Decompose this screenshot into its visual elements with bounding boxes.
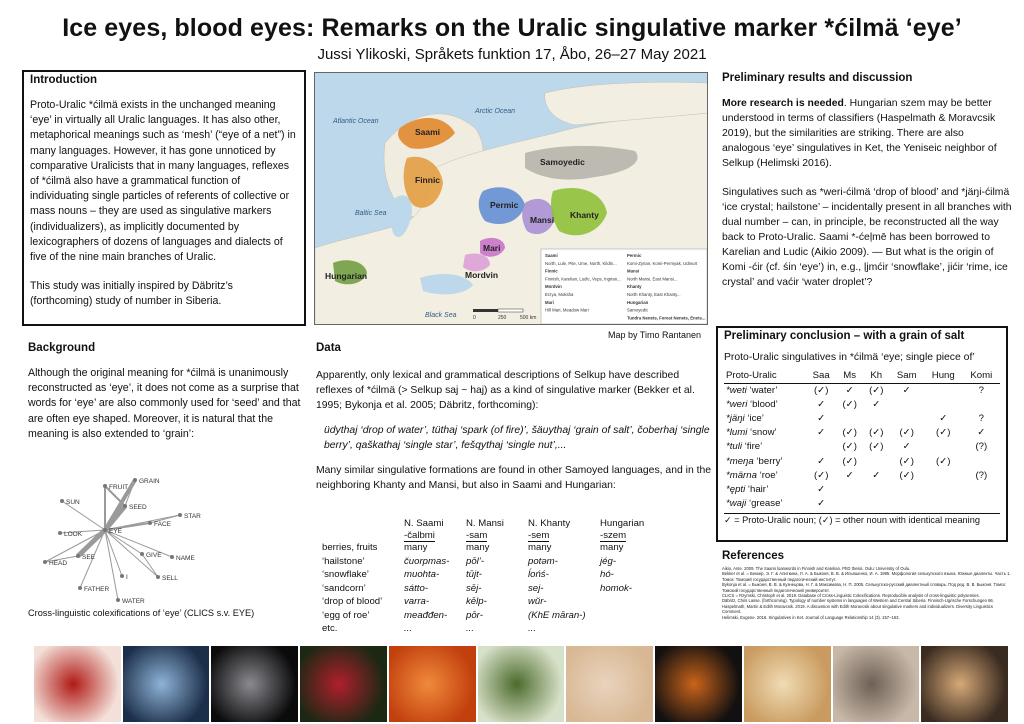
label-hungarian: Hungarian bbox=[325, 271, 368, 281]
network-node bbox=[43, 560, 47, 564]
forms-table-gloss: ‘hailstone’ bbox=[322, 555, 365, 567]
forms-table-row bbox=[322, 583, 660, 597]
conclusion-cell: (✓) bbox=[869, 384, 884, 396]
conclusion-cell: ✓ bbox=[817, 498, 826, 510]
conclusion-form bbox=[724, 383, 806, 397]
reference-item: Haspelmath, Martin & Edith Moravcsik. 2019. A discussion with Edith Moravcsik about singulative markers and individualizers. Diversity Linguistics Comment. bbox=[722, 603, 993, 615]
conclusion-cell bbox=[924, 440, 963, 454]
conclusion-cell bbox=[836, 497, 863, 511]
forms-table-cell: wŭr- bbox=[528, 596, 547, 607]
conclusion-cell: ? bbox=[978, 412, 984, 424]
forms-table-cell: meađđen- bbox=[404, 609, 448, 621]
conclusion-cell bbox=[836, 482, 863, 496]
protoform-gloss: ‘roe’ bbox=[759, 469, 778, 481]
forms-table-row bbox=[322, 610, 660, 624]
forms-table-cell: ĺońś- bbox=[528, 569, 549, 580]
forms-table-cell: sátto- bbox=[404, 582, 428, 594]
conclusion-form bbox=[724, 411, 806, 425]
reference-item: Aikio, Ante. 2009. The Saami loanwords in Finnish and Karelian. PhD thesis. Oulu: University of Oulu. bbox=[722, 566, 911, 571]
conclusion-cell: ✓ bbox=[817, 412, 826, 424]
forms-table-gloss: berries, fruits bbox=[322, 542, 378, 553]
protoform: *meŋa bbox=[726, 455, 754, 467]
map-legend-entry: Finnish, Karelian, Ludic, Veps, Ingrian... bbox=[545, 276, 621, 282]
network-node-label: EYE bbox=[109, 528, 123, 535]
sesame-seeds-photo bbox=[744, 646, 831, 722]
protoform: *lumi bbox=[726, 427, 748, 439]
label-black-sea: Black Sea bbox=[425, 312, 457, 319]
conclusion-cell: (✓) bbox=[899, 427, 914, 439]
forms-table-cell bbox=[600, 596, 660, 610]
network-node bbox=[120, 574, 124, 578]
protoform-gloss: ‘fire’ bbox=[744, 441, 763, 453]
forms-table-cell: muohta- bbox=[404, 569, 440, 580]
conclusion-heading: Preliminary conclusion – with a grain of salt bbox=[724, 330, 965, 342]
map-legend-entry: Hungarian bbox=[627, 299, 649, 305]
forms-table-cell: hó- bbox=[600, 569, 614, 580]
map-legend-entry: Khanty bbox=[627, 284, 642, 290]
conclusion-row bbox=[724, 482, 1000, 496]
colexification-network-svg bbox=[30, 468, 230, 608]
label-arctic-ocean: Arctic Ocean bbox=[475, 108, 516, 115]
map-legend-entry: North, Lule, Pite, Ume, North, Kildin... bbox=[545, 260, 617, 266]
forms-table-cell: many bbox=[600, 542, 624, 553]
network-node bbox=[148, 521, 152, 525]
network-node bbox=[58, 531, 62, 535]
water-drop-leaf-photo bbox=[478, 646, 565, 722]
sand-grain-finger-photo bbox=[566, 646, 653, 722]
conclusion-cell bbox=[863, 497, 890, 511]
conclusion-cell: ✓ bbox=[872, 398, 881, 410]
network-node-label: FATHER bbox=[84, 586, 110, 593]
introduction-section bbox=[22, 70, 306, 326]
conclusion-subtitle: Proto-Uralic singulatives in *ćilmä ‘eye; single piece of’ bbox=[724, 352, 975, 363]
conclusion-cell: ✓ bbox=[845, 384, 854, 396]
salt-shaker-photo bbox=[211, 646, 298, 722]
forms-table-row bbox=[322, 556, 660, 570]
conclusion-cell bbox=[863, 482, 890, 496]
forms-table-cell bbox=[600, 623, 660, 637]
forms-table-gloss: ‘egg of roe’ bbox=[322, 609, 370, 621]
network-node-label: SEE bbox=[82, 554, 96, 561]
protoform-gloss: ‘ice’ bbox=[747, 412, 764, 424]
introduction-paragraph-2: This study was initially inspired by Däbritz’s (forthcoming) study of number in Siberia. bbox=[30, 280, 233, 308]
label-finnic: Finnic bbox=[415, 175, 441, 185]
map-legend-entry: Hill Mari, Meadow Mari bbox=[545, 307, 589, 313]
conclusion-cell bbox=[963, 454, 1000, 468]
network-node bbox=[156, 575, 160, 579]
references-heading: References bbox=[722, 550, 785, 562]
map-legend-entry: Saami bbox=[545, 253, 558, 258]
preliminary-results-p1-rest: . Hungarian szem may be better understood in terms of classifiers (Haspelmath & Moravcsik 2019), but the similarities are striking. There are also analogous ‘eye’ singulatives in Ket, the Yeniseic neighbor of Selkup (Helimski 2016). bbox=[722, 98, 997, 169]
map-legend-entry: Mari bbox=[545, 299, 554, 305]
map-legend-entry: North Khanty, East Khanty... bbox=[627, 292, 681, 297]
conclusion-cell bbox=[890, 497, 924, 511]
conclusion-row bbox=[724, 468, 1000, 482]
reference-item: Bykonja et al. = Быконя, В. В. & Кузнецова, Н. Г. & Максимова, Н. П. 2005. Селькупско-русский диалектный словарь. Под ред. В. В. Быконя. Томск: Томский государственный педагогический университет. bbox=[722, 582, 1007, 593]
forms-table-cell: (KhE māran-) bbox=[528, 609, 586, 621]
conclusion-cell: (?) bbox=[975, 441, 988, 453]
conclusion-table bbox=[724, 369, 1000, 511]
network-node-label: SEED bbox=[129, 504, 147, 511]
conclusion-cell bbox=[806, 440, 836, 454]
conclusion-legend: ✓ = Proto-Uralic noun; (✓) = other noun with identical meaning bbox=[724, 513, 1000, 526]
preliminary-results-paragraph-2: Singulatives such as *weri-ćilmä ‘drop of blood’ and *jäŋi-ćilmä ‘ice crystal; hailstone’ – incidentally present in all branches with dual number – can, in principle, be reconstructed all the way back to Proto-Uralic. Saami *-ćeļmē has been borrowed to Karelian and Ludic (Aikio 2009). — But what is the origin of Komi -ćir (cf. śin ‘eye’) in, e.g., ļjmćir ‘snowflake’, jićir ‘rime, ice crystal’ and vaćir ‘water droplet’? bbox=[722, 187, 1012, 288]
conclusion-form bbox=[724, 397, 806, 411]
snowflake-photo bbox=[123, 646, 210, 722]
conclusion-cell: (✓) bbox=[936, 427, 951, 439]
conclusion-cell: (✓) bbox=[842, 441, 857, 453]
conclusion-cell: (✓) bbox=[869, 427, 884, 439]
conclusion-column-header: Hung bbox=[924, 369, 963, 383]
berries-photo bbox=[300, 646, 387, 722]
forms-table-gloss: ‘sandcorn’ bbox=[322, 582, 366, 594]
protoform-gloss: ‘berry’ bbox=[756, 455, 783, 467]
salmon-roe-photo bbox=[389, 646, 476, 722]
data-section bbox=[316, 342, 714, 493]
network-node bbox=[140, 552, 144, 556]
forms-table-cell: many bbox=[528, 542, 552, 553]
conclusion-row bbox=[724, 411, 1000, 425]
forms-table-cell: ... bbox=[528, 623, 536, 634]
col-n-saami: N. Saami -čalbmi bbox=[404, 518, 444, 541]
poster-subtitle: Jussi Ylikoski, Språkets funktion 17, Åbo, 26–27 May 2021 bbox=[317, 46, 707, 63]
conclusion-section bbox=[716, 326, 1008, 542]
conclusion-cell: ✓ bbox=[817, 398, 826, 410]
data-paragraph-2: Many similar singulative formations are found in other Samoyed languages, and in the neighboring Khanty and Mansi, but also in Saami and Hungarian: bbox=[316, 465, 712, 491]
poster-title: Ice eyes, blood eyes: Remarks on the Uralic singulative marker *ćilmä ‘eye’ bbox=[62, 14, 962, 42]
conclusion-column-header: Sam bbox=[890, 369, 924, 383]
selkup-examples bbox=[324, 423, 714, 453]
network-node-label: I bbox=[126, 574, 128, 581]
conclusion-row bbox=[724, 426, 1000, 440]
conclusion-cell bbox=[863, 411, 890, 425]
conclusion-cell bbox=[963, 497, 1000, 511]
forms-table-cell: varra- bbox=[404, 596, 430, 607]
map-legend-entry: Mordvin bbox=[545, 284, 562, 290]
fish-grater-photo bbox=[833, 646, 920, 722]
map-legend-entry: Erzya, Moksha bbox=[545, 292, 574, 297]
forms-table-cell bbox=[600, 610, 660, 624]
forms-table-cell: ... bbox=[404, 623, 412, 634]
introduction-heading: Introduction bbox=[30, 74, 98, 86]
conclusion-column-header: Saa bbox=[806, 369, 836, 383]
protoform: *weri bbox=[726, 398, 748, 410]
conclusion-cell bbox=[863, 454, 890, 468]
reference-item: Bekker et al. = Беккер, Э. Г. & Алиткина, Л. А. & Быконя, В. В. & Ильяшенко, И. А. 1995. Морфология селькупского языка. Южные диалекты. Часть 1. Томск: Томский государственный педагогический институт. bbox=[722, 571, 1011, 582]
map-legend-entry: North Mansi, East Mansi... bbox=[627, 276, 678, 282]
background-section bbox=[28, 342, 304, 442]
conclusion-cell: ✓ bbox=[902, 384, 911, 396]
network-node-label: HEAD bbox=[49, 560, 68, 567]
conclusion-cell: ✓ bbox=[817, 455, 826, 467]
label-khanty: Khanty bbox=[570, 210, 599, 220]
conclusion-cell bbox=[924, 468, 963, 482]
network-node-label: NAME bbox=[176, 555, 195, 562]
network-node-label: GIVE bbox=[146, 552, 162, 559]
col-n-khanty: N. Khanty -sem bbox=[528, 518, 571, 541]
sparks-fire-photo bbox=[655, 646, 742, 722]
conclusion-cell: ✓ bbox=[872, 469, 881, 481]
conclusion-form bbox=[724, 497, 806, 511]
conclusion-cell: ✓ bbox=[817, 427, 826, 439]
forms-table-cell: many bbox=[404, 542, 428, 553]
data-heading: Data bbox=[316, 342, 341, 354]
protoform-gloss: ‘water’ bbox=[749, 384, 778, 396]
conclusion-cell bbox=[924, 383, 963, 397]
network-node-label: GRAIN bbox=[139, 478, 160, 485]
preliminary-results-heading: Preliminary results and discussion bbox=[722, 72, 913, 84]
forms-table-cell: čuorpmas- bbox=[404, 555, 450, 567]
conclusion-cell: ? bbox=[978, 384, 984, 396]
map-scale-label: 0 bbox=[473, 315, 476, 321]
selkup-examples-text: üdythaj ‘drop of water’, tüthaj ‘spark (of fire)’, šäuythaj ‘grain of salt’, čoberhaj ‘single berry’, qaškathaj ‘single star’, fešqythaj ‘single nut’,... bbox=[324, 425, 710, 451]
network-node bbox=[78, 586, 82, 590]
references-section bbox=[722, 550, 1012, 620]
conclusion-row bbox=[724, 383, 1000, 397]
forms-table-cell: sēj- bbox=[466, 582, 482, 594]
forms-table-gloss: ‘snowflake’ bbox=[322, 569, 369, 580]
preliminary-results-section bbox=[722, 72, 1012, 304]
reference-item: Helimski, Eugene. 2016. Singulatives in Ket. Journal of Language Relationship 14 (3). 157–163. bbox=[722, 614, 900, 620]
map-legend-entry: Komi-Zyrian, Komi-Permyak, Udmurt bbox=[627, 260, 698, 266]
conclusion-cell: ✓ bbox=[902, 441, 911, 453]
conclusion-cell bbox=[924, 497, 963, 511]
seed-fingers-photo bbox=[921, 646, 1008, 722]
protoform-gloss: ‘grease’ bbox=[748, 498, 783, 510]
conclusion-form bbox=[724, 440, 806, 454]
network-node bbox=[103, 528, 107, 532]
label-permic: Permic bbox=[490, 200, 519, 210]
conclusion-cell bbox=[890, 482, 924, 496]
forms-table-cell: pōl’- bbox=[466, 555, 485, 567]
protoform: *weti bbox=[726, 384, 747, 396]
conclusion-cell bbox=[924, 482, 963, 496]
forms-table-cell: tūjt- bbox=[466, 569, 482, 580]
conclusion-cell: (✓) bbox=[842, 427, 857, 439]
conclusion-cell: (✓) bbox=[899, 455, 914, 467]
photo-strip bbox=[34, 646, 1008, 722]
forms-table-row bbox=[322, 542, 660, 556]
map-scale-label: 500 km bbox=[520, 315, 537, 321]
forms-table-cell: ... bbox=[466, 623, 474, 634]
label-mari: Mari bbox=[483, 243, 501, 253]
forms-table-cell: many bbox=[466, 542, 490, 553]
blood-drop-photo bbox=[34, 646, 121, 722]
conclusion-cell bbox=[890, 411, 924, 425]
conclusion-form bbox=[724, 482, 806, 496]
forms-table-row bbox=[322, 569, 660, 583]
forms-table-cell: potǝm- bbox=[528, 555, 558, 567]
protoform-gloss: ‘blood’ bbox=[750, 398, 778, 410]
forms-table-row bbox=[322, 623, 660, 637]
protoform: *jäŋi bbox=[726, 412, 745, 424]
conclusion-form bbox=[724, 468, 806, 482]
reference-item: Däbritz, Chris Lasse. (forthcoming). Typology of number systems in languages of Western and Central Siberia. Finnisch-Ugrische Forschungen 66. bbox=[722, 598, 994, 604]
network-node bbox=[170, 555, 174, 559]
network-node-label: LOOK bbox=[64, 531, 83, 538]
network-node-label: FRUIT bbox=[109, 484, 129, 491]
protoform-gloss: ‘hair’ bbox=[747, 483, 769, 495]
network-node bbox=[116, 598, 120, 602]
forms-table-gloss: etc. bbox=[322, 623, 338, 634]
col-hungarian: Hungarian -szem bbox=[600, 518, 645, 541]
protoform: *waji bbox=[726, 498, 747, 510]
protoform-gloss: ‘snow’ bbox=[750, 427, 777, 439]
conclusion-cell: (✓) bbox=[842, 398, 857, 410]
colexification-network bbox=[30, 468, 230, 608]
network-node bbox=[76, 554, 80, 558]
conclusion-column-header: Komi bbox=[963, 369, 1000, 383]
conclusion-cell: ✓ bbox=[817, 483, 826, 495]
conclusion-row bbox=[724, 397, 1000, 411]
conclusion-form bbox=[724, 454, 806, 468]
conclusion-cell bbox=[890, 397, 924, 411]
network-node-label: SELL bbox=[162, 575, 178, 582]
map-credit: Map by Timo Rantanen bbox=[608, 330, 702, 340]
conclusion-form bbox=[724, 426, 806, 440]
background-heading: Background bbox=[28, 342, 96, 354]
forms-table-row bbox=[322, 596, 660, 610]
map-legend-entry: Mansi bbox=[627, 268, 640, 274]
uralic-map bbox=[314, 72, 708, 325]
more-research-strong: More research is needed bbox=[722, 98, 844, 109]
label-mansi: Mansi bbox=[530, 215, 555, 225]
forms-table-cell: kēlp- bbox=[466, 596, 487, 607]
map-legend-entry: Samoyedic bbox=[627, 307, 649, 313]
map-scale-label: 250 bbox=[498, 315, 507, 321]
forms-table-cell: homok- bbox=[600, 582, 632, 594]
conclusion-row bbox=[724, 440, 1000, 454]
protoform: *tuli bbox=[726, 441, 742, 453]
map-legend-entry: Permic bbox=[627, 253, 642, 258]
preliminary-results-paragraph-1 bbox=[722, 96, 1012, 171]
data-paragraph-1: Apparently, only lexical and grammatical descriptions of Selkup have described reflexes of *ćilmä (> Selkup saj ~ haj) as a kind of singulative marker (Bekker et al. 1995; Bykonja et al. 2005; Däbritz, forthcoming): bbox=[316, 370, 695, 411]
network-node bbox=[60, 499, 64, 503]
conclusion-cell bbox=[836, 411, 863, 425]
conclusion-row bbox=[724, 454, 1000, 468]
colexification-caption: Cross-linguistic colexifications of ‘eye’ (CLICS s.v. EYE) bbox=[28, 608, 255, 618]
conclusion-cell bbox=[924, 397, 963, 411]
map-legend-entry: Finnic bbox=[545, 268, 558, 274]
protoform: *ȩpti bbox=[726, 483, 746, 495]
network-node bbox=[178, 513, 182, 517]
label-mordvin: Mordvin bbox=[465, 270, 499, 280]
introduction-paragraph-1: Proto-Uralic *ćilmä exists in the unchanged meaning ‘eye’ in virtually all Uralic languages. It has also other, metaphorical meanings such as ‘mesh’ (“eye of a net”) in many languages. However, it has gone unnoticed by comparative Uralicists that in many languages, reflexes of *ćilmä also have a grammatical function of individuating single particles of referents of collective or mass nouns – they are used as singulative markers (individualizers), as implicitly documented by lexicographers of dozens of languages and dialects of five of the nine main branches of Uralic. bbox=[30, 99, 296, 264]
conclusion-cell: ✓ bbox=[977, 427, 986, 439]
forms-table-cell: jég- bbox=[600, 555, 616, 567]
protoform: *märna bbox=[726, 469, 757, 481]
reference-item: CLICS = Rzymski, Christoph et al. 2019. Database of Cross-Linguistic Colexifications. Reproducible analysis of cross-linguistic polysemies. bbox=[722, 593, 980, 599]
label-atlantic-ocean: Atlantic Ocean bbox=[333, 118, 379, 125]
network-node bbox=[133, 478, 137, 482]
conclusion-cell: (✓) bbox=[936, 455, 951, 467]
label-baltic-sea: Baltic Sea bbox=[355, 210, 387, 217]
label-saami: Saami bbox=[415, 127, 441, 137]
singulative-forms-table bbox=[322, 518, 660, 637]
forms-table-cell: sej- bbox=[528, 582, 544, 594]
conclusion-cell: (✓) bbox=[813, 384, 829, 396]
conclusion-column-header: Ms bbox=[836, 369, 863, 383]
network-node-label: FACE bbox=[154, 521, 171, 528]
uralic-map-svg bbox=[315, 73, 708, 325]
conclusion-cell: (✓) bbox=[813, 469, 829, 481]
col-n-mansi: N. Mansi -sam bbox=[466, 518, 504, 541]
map-legend-entry: Tundra Nenets, Forest Nenets, Enets... bbox=[627, 315, 706, 321]
conclusion-cell bbox=[963, 482, 1000, 496]
network-node-label: SUN bbox=[66, 499, 80, 506]
background-paragraph: Although the original meaning for *ćilmä is unanimously reconstructed as ‘eye’, it does not come as a surprise that words for ‘eye’ are also commonly used for ‘seed’ and that are often eye shaped. Moreover, it is natural that the meaning is also extended to ‘grain’: bbox=[28, 367, 301, 440]
network-node bbox=[123, 504, 127, 508]
conclusion-cell: ✓ bbox=[845, 469, 854, 481]
conclusion-column-header: Proto-Uralic bbox=[724, 369, 806, 383]
network-node-label: WATER bbox=[122, 598, 145, 605]
conclusion-row bbox=[724, 497, 1000, 511]
conclusion-cell: ✓ bbox=[939, 412, 948, 424]
conclusion-cell: (✓) bbox=[869, 441, 884, 453]
conclusion-column-header: Kh bbox=[863, 369, 890, 383]
network-node bbox=[103, 484, 107, 488]
network-node-label: STAR bbox=[184, 513, 201, 520]
forms-table-gloss: ‘drop of blood’ bbox=[322, 596, 383, 607]
conclusion-cell: (?) bbox=[975, 469, 988, 481]
conclusion-cell bbox=[963, 397, 1000, 411]
references-list bbox=[722, 566, 1012, 620]
conclusion-cell: (✓) bbox=[899, 469, 914, 481]
conclusion-cell: (✓) bbox=[842, 455, 857, 467]
forms-table-cell: pōr- bbox=[466, 609, 483, 621]
label-samoyedic: Samoyedic bbox=[540, 157, 585, 167]
